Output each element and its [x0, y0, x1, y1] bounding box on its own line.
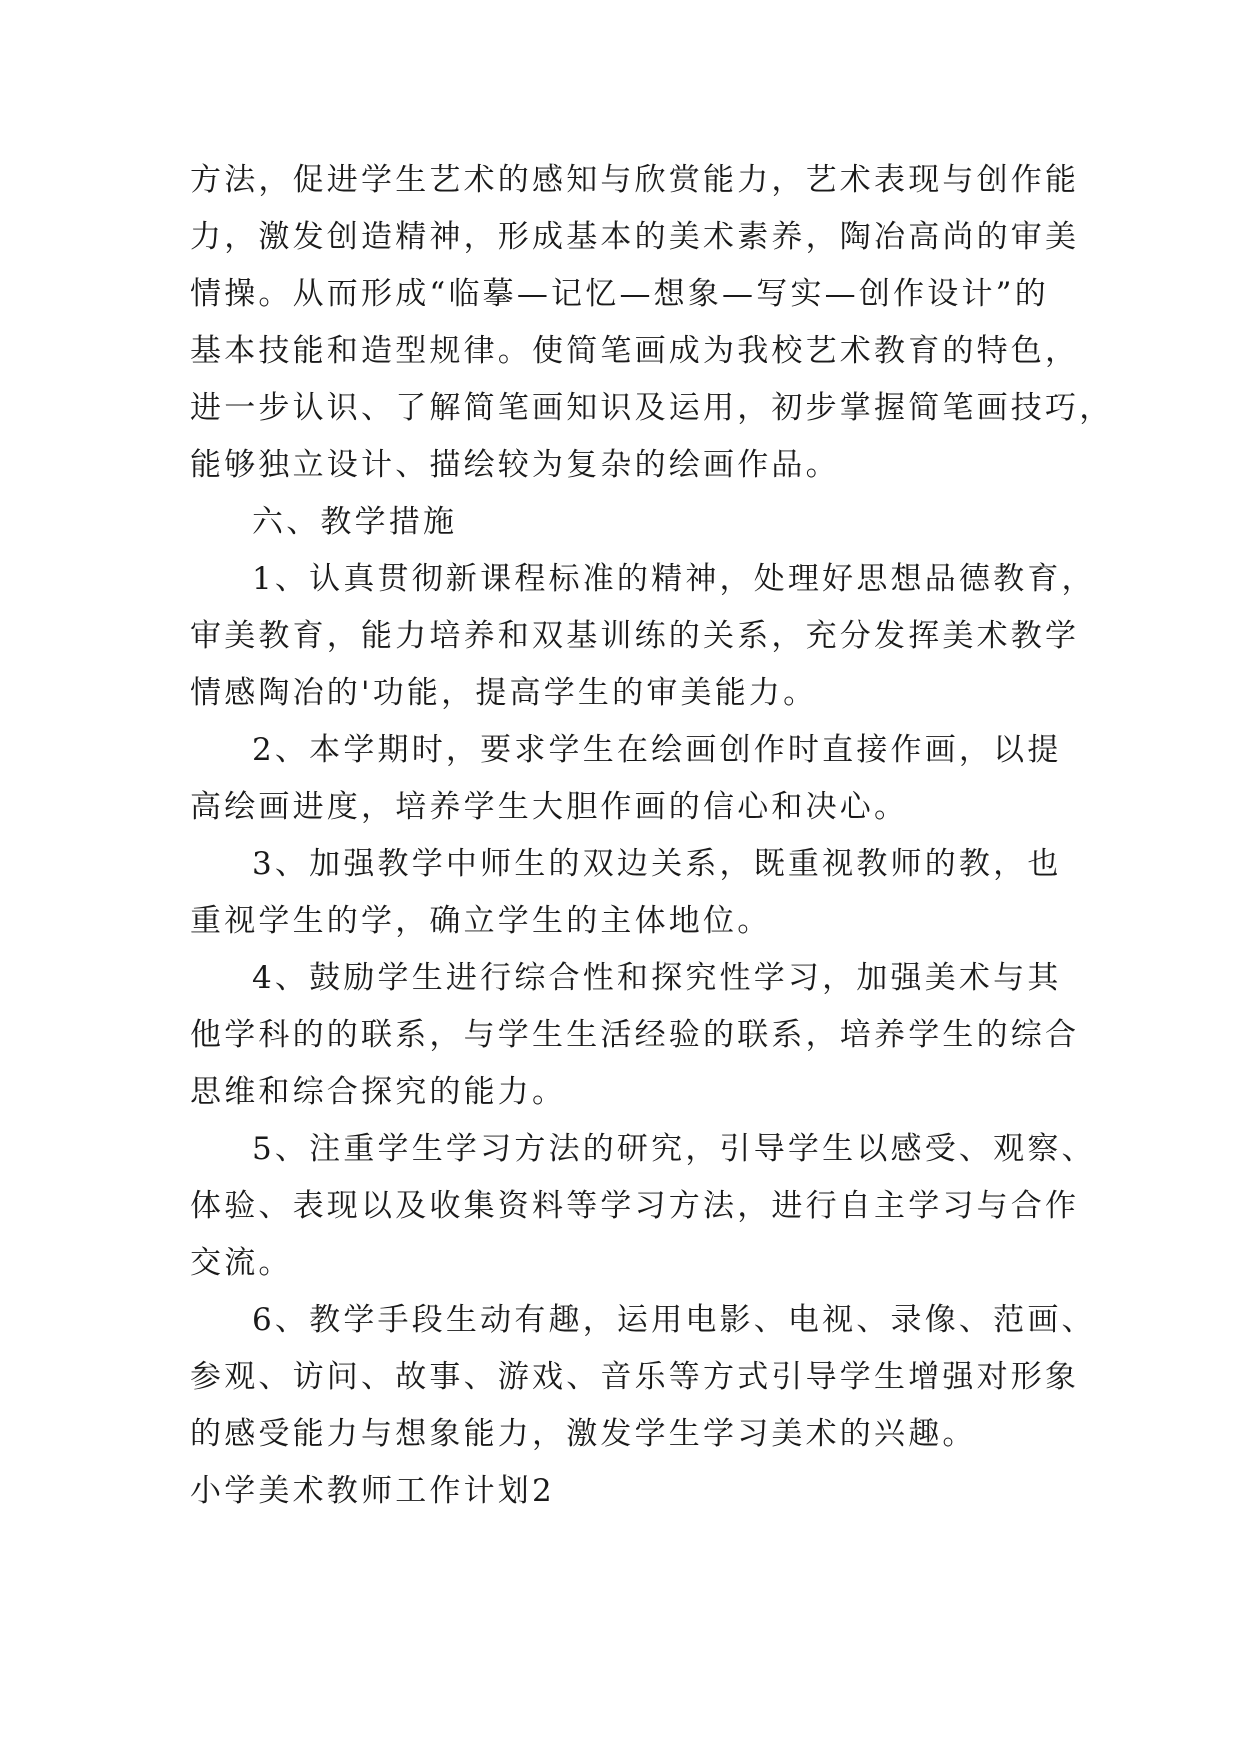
- paragraph-line: 能够独立设计、描绘较为复杂的绘画作品。: [190, 447, 840, 483]
- paragraph-line: 方法，促进学生艺术的感知与欣赏能力，艺术表现与创作能: [190, 162, 1080, 198]
- paragraph-line: 4、鼓励学生进行综合性和探究性学习，加强美术与其: [252, 960, 1062, 996]
- paragraph-line: 6、教学手段生动有趣，运用电影、电视、录像、范画、: [252, 1302, 1096, 1338]
- paragraph-line: 审美教育，能力培养和双基训练的关系，充分发挥美术教学: [190, 618, 1080, 654]
- paragraph-line: 情感陶冶的'功能，提高学生的审美能力。: [190, 675, 818, 711]
- paragraph-line: 高绘画进度，培养学生大胆作画的信心和决心。: [190, 789, 909, 825]
- paragraph-line: 思维和综合探究的能力。: [190, 1074, 567, 1110]
- paragraph-line: 2、本学期时，要求学生在绘画创作时直接作画，以提: [252, 732, 1062, 768]
- paragraph-line: 重视学生的学，确立学生的主体地位。: [190, 903, 772, 939]
- paragraph-line: 进一步认识、了解简笔画知识及运用，初步掌握简笔画技巧，: [190, 390, 1114, 426]
- paragraph-line: 交流。: [190, 1245, 293, 1281]
- paragraph-line: 参观、访问、故事、游戏、音乐等方式引导学生增强对形象: [190, 1359, 1080, 1395]
- document-title: 小学美术教师工作计划2: [190, 1473, 555, 1509]
- paragraph-line: 的感受能力与想象能力，激发学生学习美术的兴趣。: [190, 1416, 977, 1452]
- paragraph-line: 他学科的的联系，与学生生活经验的联系，培养学生的综合: [190, 1017, 1080, 1053]
- paragraph-line: 体验、表现以及收集资料等学习方法，进行自主学习与合作: [190, 1188, 1080, 1224]
- section-heading: 六、教学措施: [252, 504, 458, 540]
- paragraph-line: 基本技能和造型规律。使简笔画成为我校艺术教育的特色，: [190, 333, 1080, 369]
- paragraph-line: 5、注重学生学习方法的研究，引导学生以感受、观察、: [252, 1131, 1096, 1167]
- paragraph-line: 1、认真贯彻新课程标准的精神，处理好思想品德教育，: [252, 561, 1096, 597]
- paragraph-line: 3、加强教学中师生的双边关系，既重视教师的教，也: [252, 846, 1062, 882]
- paragraph-line: 力，激发创造精神，形成基本的美术素养，陶冶高尚的审美: [190, 219, 1080, 255]
- paragraph-line: 情操。从而形成“临摹—记忆—想象—写实—创作设计”的: [190, 276, 1049, 312]
